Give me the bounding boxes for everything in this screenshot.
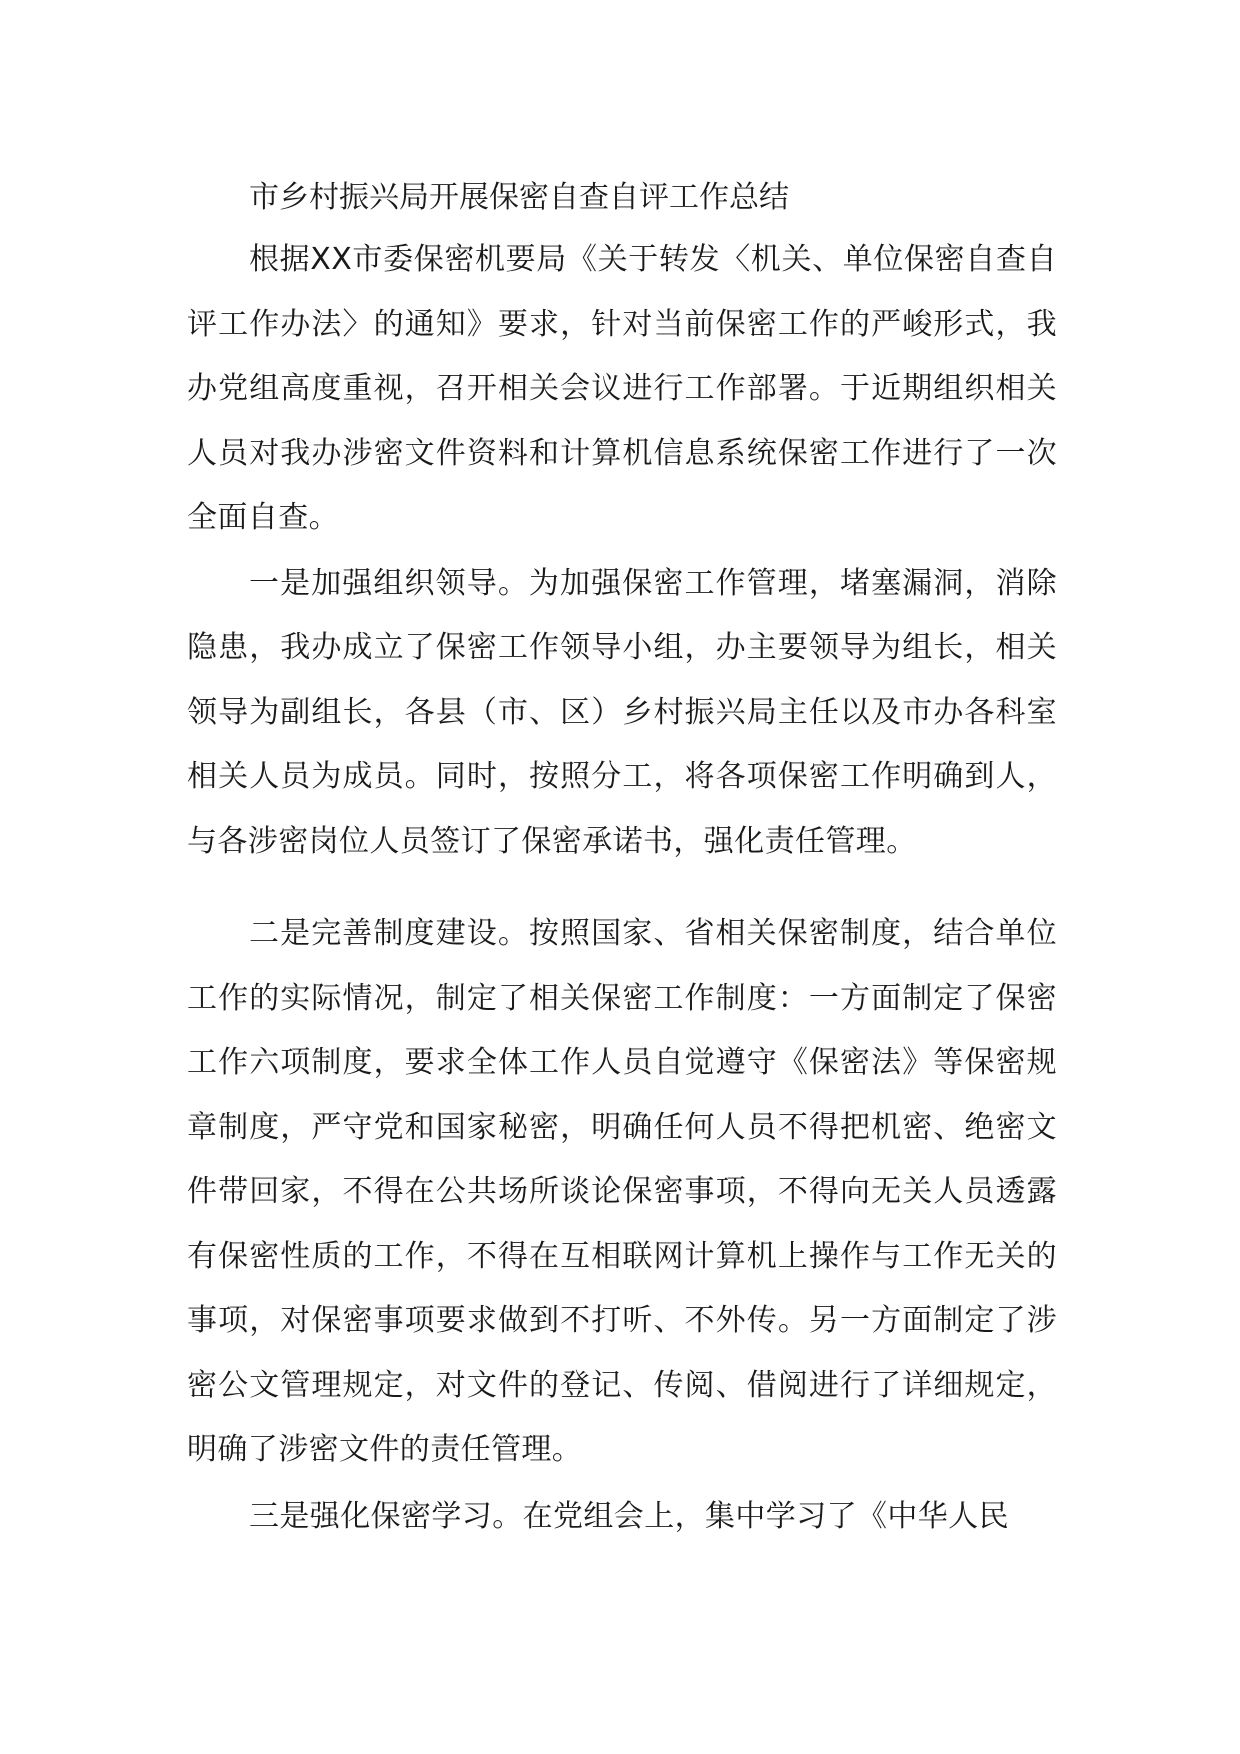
paragraph-intro: 根据XX市委保密机要局《关于转发〈机关、单位保密自查自评工作办法〉的通知》要求，针对当前保密工作的严峻形式，我办党组高度重视，召开相关会议进行工作部署。于近期组织相关人员对我办涉密文件资料和计算机信息系统保密工作进行了一次全面自查。: [187, 242, 1057, 535]
document-body: [187, 168, 1057, 1549]
paragraph-study: 三是强化保密学习。在党组会上，集中学习了《中华人民: [249, 1498, 1009, 1534]
paragraph-system-building: 二是完善制度建设。按照国家、省相关保密制度，结合单位工作的实际情况，制定了相关保密工作制度：一方面制定了保密工作六项制度，要求全体工作人员自觉遵守《保密法》等保密规章制度，严守党和国家秘密，明确任何人员不得把机密、绝密文件带回家，不得在公共场所谈论保密事项，不得向无关人员透露有保密性质的工作，不得在互相联网计算机上操作与工作无关的事项，对保密事项要求做到不打听、不外传。另一方面制定了涉密公文管理规定，对文件的登记、传阅、借阅进行了详细规定，明确了涉密文件的责任管理。: [187, 916, 1057, 1467]
document-title: 市乡村振兴局开展保密自查自评工作总结: [249, 180, 789, 215]
paragraph-organization: 一是加强组织领导。为加强保密工作管理，堵塞漏洞，消除隐患，我办成立了保密工作领导小组，办主要领导为组长，相关领导为副组长，各县（市、区）乡村振兴局主任以及市办各科室相关人员为成员。同时，按照分工，将各项保密工作明确到人，与各涉密岗位人员签订了保密承诺书，强化责任管理。: [187, 565, 1057, 859]
